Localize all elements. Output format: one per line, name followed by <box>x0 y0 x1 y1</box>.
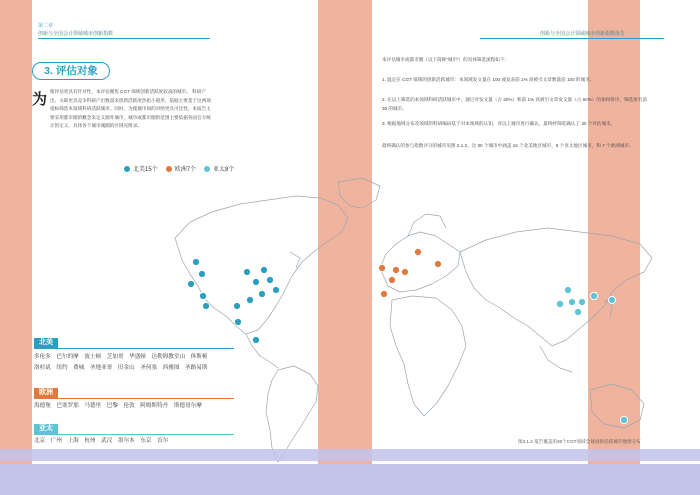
region-rule-europe <box>34 398 234 399</box>
right-step-2: 2. 在以上筛选的本领域科研活跃城市中，通过对发文量（占 40%）和前 1% 高被引文章发文量（占 60%）的加权排序，筛选排名前 35 的城市。 <box>382 97 647 111</box>
city-pin-san-francisco[interactable] <box>187 280 194 287</box>
dot-icon <box>124 166 130 172</box>
region-cities-asia-pacific: 北京 广州 上海 杭州 武汉 墨尔本 东京 首尔 <box>34 438 169 444</box>
north-america-outline <box>175 196 348 334</box>
bottom-lavender-stripe-2 <box>0 464 700 495</box>
region-rule-asia-pacific <box>34 434 234 435</box>
city-pin-st-louis[interactable] <box>243 268 250 275</box>
right-header-subtitle: 创新与全国会计领域城市创新指数报告 <box>540 31 626 37</box>
legend-label: 欧洲7个 <box>174 167 197 173</box>
city-pin-durham[interactable] <box>252 336 259 343</box>
legend-asia-pacific[interactable] <box>204 164 234 173</box>
left-header-subtitle: 创新与全国会计领域城市创新指数 <box>38 31 114 37</box>
dot-icon <box>204 166 210 172</box>
europe-pins <box>378 248 441 297</box>
australia-outline <box>590 384 644 428</box>
city-pin-los-angeles[interactable] <box>202 302 209 309</box>
section-title: 3. 评估对象 <box>32 62 110 80</box>
city-pin-hangzhou[interactable] <box>574 308 581 315</box>
city-pin-heidelberg[interactable] <box>401 268 408 275</box>
greenland-outline <box>338 178 380 208</box>
city-pin-barcelona[interactable] <box>434 260 441 267</box>
city-pin-beijing[interactable] <box>564 286 571 293</box>
africa-outline <box>390 296 466 416</box>
city-pin-houston[interactable] <box>233 302 240 309</box>
city-pin-madrid[interactable] <box>380 290 387 297</box>
south-america-outline <box>266 366 318 462</box>
right-step-3: 3. 根据地域分布及领域的科研编码基于对本领域的认知，对以上城市进行确认，最终经筛选确认了 30 个评估城市。 <box>382 121 616 126</box>
region-cities-north-america: 多伦多 巴尔的摩 波士顿 芝加哥 华盛顿 达勒姆教堂山 休斯顿 洛杉矶 纽约 费城 圣地亚哥 旧金山 圣何塞 西雅图 圣路易斯 <box>34 354 208 371</box>
left-header-rule <box>38 38 210 39</box>
city-pin-toronto[interactable] <box>260 266 267 273</box>
figure-caption: 图2.1.2 报告覆盖的30个CGT领域全球创新活跃城市地理分布 <box>518 439 641 444</box>
city-pin-philadelphia[interactable] <box>258 290 265 297</box>
city-pin-new-york[interactable] <box>272 286 279 293</box>
city-pin-shanghai[interactable] <box>578 298 585 305</box>
city-pin-guangzhou[interactable] <box>556 300 563 307</box>
city-pin-wuhan[interactable] <box>568 298 575 305</box>
right-final-paragraph: 最终确认的参与指数评分的城市见图 2.1.2。这 30 个城市中涵盖 15 个北美地区城市、8 个亚太地区城市，和 7 个欧洲城市。 <box>382 143 634 148</box>
city-pin-seoul[interactable] <box>590 292 597 299</box>
right-step-1: 1. 温定在 CGT 领域的创新活跃城市：本领域发文量在 100 或发表前 1% 高被引文章数量前 100 的城市。 <box>382 77 595 82</box>
legend-north-america[interactable] <box>124 164 158 173</box>
asia-pacific-pins <box>556 286 627 423</box>
city-pin-baltimore[interactable] <box>246 296 253 303</box>
city-pin-washington[interactable] <box>234 318 241 325</box>
city-pin-san-jose[interactable] <box>199 292 206 299</box>
city-pin-seattle[interactable] <box>192 258 199 265</box>
legend-label: 亚太8个 <box>213 167 235 173</box>
region-heading-europe: 欧洲 <box>34 388 58 398</box>
city-pin-boston[interactable] <box>266 276 273 283</box>
region-cities-europe: 海德堡 巴塞罗那 马德里 巴黎 伦敦 阿姆斯特丹 斯德哥尔摩 <box>34 403 202 409</box>
region-rule-north-america <box>34 348 234 349</box>
city-pin-chicago[interactable] <box>252 278 259 285</box>
legend-label: 北美15个 <box>133 167 158 173</box>
intro-drop-char: 为 <box>32 91 48 108</box>
dot-icon <box>166 166 172 172</box>
right-intro: 本评估城市或都市圈（以下简称“城市”）的具体筛选流程如下： <box>382 57 510 62</box>
intro-paragraph: 使评估更具有针对性，本评估聚焦 CGT 领域创新活跃度较高的城市。 科研产出、关联更具竞争科研产出数量来创新活跃度热指小圆形，依据主要基于这两项指标筛选本领域科研活跃城市。同时，为使城市间的对照更具可比性，本报告主要采用都市圈的概念来定义圈外城市，城市或都市圈的范围主要依据各国官方统计的定义，具体各个城市城圈的区域见附录。 <box>50 89 211 129</box>
north-america-pins <box>187 258 279 343</box>
legend-europe[interactable] <box>166 164 196 173</box>
city-pin-stockholm[interactable] <box>414 248 421 255</box>
region-heading-asia-pacific: 亚太 <box>34 424 58 434</box>
left-header-chapter: 第二章 <box>38 23 54 29</box>
city-pin-paris[interactable] <box>388 276 395 283</box>
city-pin-san-diego[interactable] <box>198 270 205 277</box>
right-header-rule <box>480 38 664 39</box>
bottom-lavender-stripe-1 <box>0 449 700 461</box>
city-pin-melbourne[interactable] <box>620 416 627 423</box>
asia-outline <box>460 228 652 346</box>
city-pin-amsterdam[interactable] <box>392 266 399 273</box>
city-pin-london[interactable] <box>378 264 385 271</box>
city-pin-tokyo[interactable] <box>608 296 615 303</box>
region-heading-north-america: 北美 <box>34 338 58 348</box>
map-legend <box>124 164 234 173</box>
